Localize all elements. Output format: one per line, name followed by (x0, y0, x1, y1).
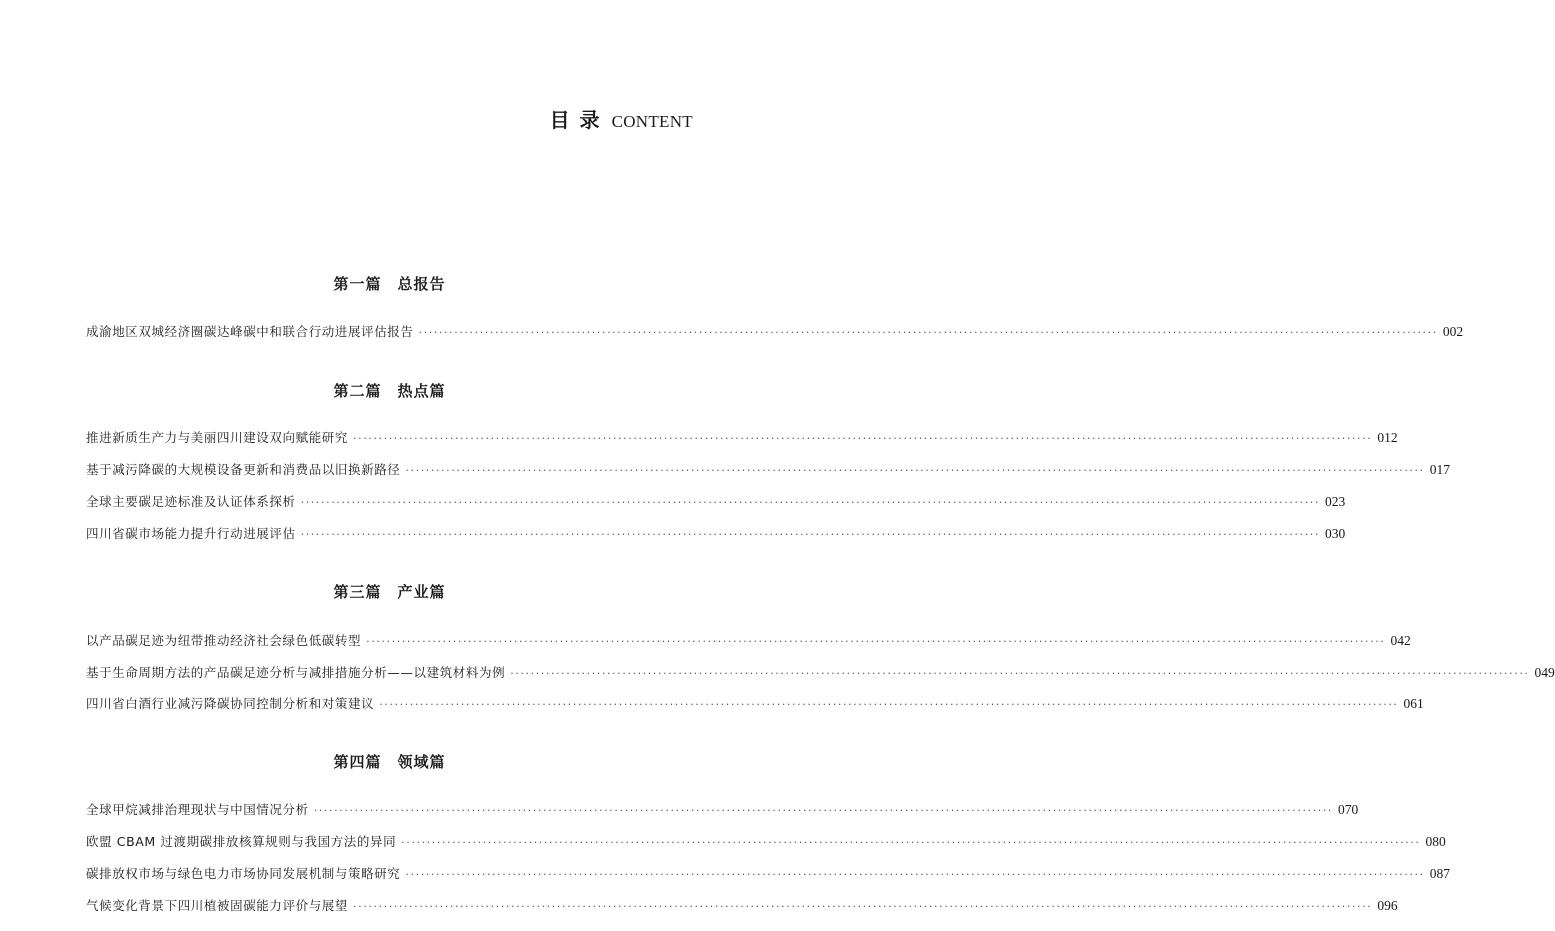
toc-entry[interactable] (86, 429, 1398, 447)
toc-entry-page: 023 (1324, 494, 1346, 509)
toc-entry-page: 061 (1403, 696, 1424, 711)
toc-title-english: CONTENT (611, 112, 693, 131)
dot-leader: ········································································································································································································ (405, 464, 1425, 477)
dot-leader: ········································································································································································································ (405, 868, 1425, 881)
toc-entry-title: 全球主要碳足迹标准及认证体系探析 (86, 494, 296, 509)
toc-entry-page: 087 (1429, 866, 1450, 881)
toc-entry[interactable] (86, 695, 1424, 713)
toc-entry[interactable] (86, 323, 1464, 341)
toc-entry[interactable] (86, 525, 1346, 543)
dot-leader: ········································································································································································································ (401, 836, 1421, 849)
dot-leader: ········································································································································································································ (313, 804, 1334, 817)
toc-entry[interactable] (86, 461, 1450, 479)
toc-entry-title: 成渝地区双城经济圈碳达峰碳中和联合行动进展评估报告 (86, 324, 414, 339)
toc-entry-page: 002 (1442, 324, 1464, 339)
section-heading-4: 第四篇 领域篇 (333, 753, 446, 771)
toc-entry[interactable] (86, 664, 1555, 682)
section-heading-2: 第二篇 热点篇 (333, 382, 446, 400)
toc-entry[interactable] (86, 801, 1359, 819)
toc-entry-page: 012 (1377, 430, 1398, 445)
toc-entry-title: 推进新质生产力与美丽四川建设双向赋能研究 (86, 430, 349, 445)
toc-entry-title: 四川省白酒行业减污降碳协同控制分析和对策建议 (86, 696, 375, 711)
toc-entry-page: 017 (1429, 462, 1450, 477)
dot-leader: ········································································································································································································ (366, 635, 1386, 648)
dot-leader: ········································································································································································································ (510, 667, 1530, 680)
dot-leader: ········································································································································································································ (379, 698, 1399, 711)
toc-entry-title: 基于减污降碳的大规模设备更新和消费品以旧换新路径 (86, 462, 401, 477)
toc-entry-page: 042 (1390, 633, 1411, 648)
toc-title-chinese: 目录 (549, 108, 610, 132)
section-heading-3: 第三篇 产业篇 (333, 583, 446, 601)
dot-leader: ········································································································································································································ (300, 528, 1320, 541)
dot-leader: ········································································································································································································ (353, 900, 1373, 913)
toc-entry-title: 碳排放权市场与绿色电力市场协同发展机制与策略研究 (86, 866, 401, 881)
toc-entry-page: 070 (1338, 802, 1359, 817)
toc-entry-title: 气候变化背景下四川植被固碳能力评价与展望 (86, 898, 349, 913)
dot-leader: ········································································································································································································ (353, 432, 1373, 445)
toc-title (550, 104, 693, 133)
toc-entry-title: 欧盟 CBAM 过渡期碳排放核算规则与我国方法的异同 (86, 834, 397, 849)
section-heading-1: 第一篇 总报告 (333, 275, 446, 293)
toc-entry-page: 030 (1324, 526, 1346, 541)
toc-entry-title: 四川省碳市场能力提升行动进展评估 (86, 526, 296, 541)
toc-entry-title: 全球甲烷减排治理现状与中国情况分析 (86, 802, 309, 817)
toc-entry-page: 080 (1425, 834, 1446, 849)
dot-leader: ········································································································································································································ (418, 326, 1438, 339)
toc-entry[interactable] (86, 865, 1450, 883)
toc-entry-page: 049 (1534, 665, 1555, 680)
dot-leader: ········································································································································································································ (300, 496, 1320, 509)
toc-entry[interactable] (86, 493, 1346, 511)
toc-entry[interactable] (86, 632, 1411, 650)
toc-entry-title: 基于生命周期方法的产品碳足迹分析与减排措施分析——以建筑材料为例 (86, 665, 506, 680)
toc-entry[interactable] (86, 897, 1398, 915)
toc-entry-page: 096 (1377, 898, 1398, 913)
toc-entry[interactable] (86, 833, 1446, 851)
toc-entry-title: 以产品碳足迹为纽带推动经济社会绿色低碳转型 (86, 633, 362, 648)
